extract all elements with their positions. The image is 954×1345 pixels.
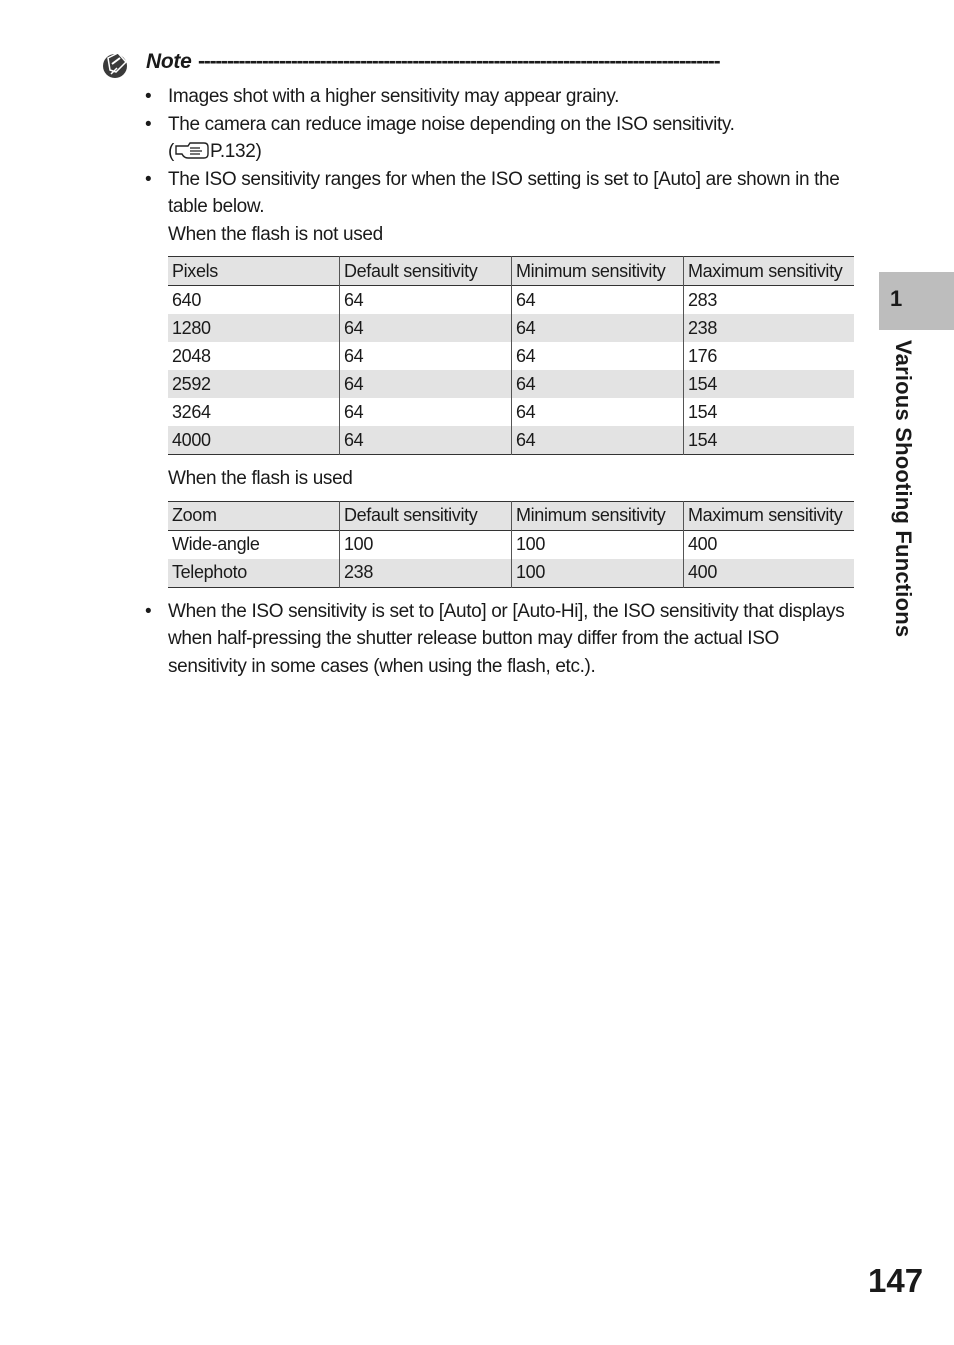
reference-page: P.132) bbox=[209, 141, 262, 162]
table-row bbox=[168, 370, 854, 398]
table-cell: 64 bbox=[512, 286, 684, 315]
table-cell: 2592 bbox=[172, 373, 211, 394]
table-row bbox=[168, 342, 854, 370]
table-cell: 64 bbox=[340, 398, 512, 426]
bullet-text: The ISO sensitivity ranges for when the ISO setting is set to [Auto] are shown in the table below. bbox=[168, 168, 840, 217]
bullet-text: Images shot with a higher sensitivity may appear grainy. bbox=[168, 86, 620, 107]
list-item bbox=[145, 111, 855, 166]
table-cell: 154 bbox=[684, 398, 855, 426]
bullet-mark: • bbox=[145, 168, 152, 190]
list-item bbox=[145, 598, 855, 681]
table-cell: 154 bbox=[684, 370, 855, 398]
table-cell: 2048 bbox=[172, 345, 211, 366]
column-header: Maximum sensitivity bbox=[684, 501, 855, 530]
table-cell: 400 bbox=[684, 559, 855, 588]
table-cell: 640 bbox=[172, 289, 201, 310]
table-caption-no-flash: When the flash is not used bbox=[168, 223, 383, 245]
list-item bbox=[145, 83, 855, 111]
table-cell: 238 bbox=[340, 559, 512, 588]
table-cell: 4000 bbox=[172, 429, 211, 450]
page-number: 147 bbox=[868, 1262, 924, 1299]
table-cell: 238 bbox=[684, 314, 855, 342]
note-divider: ------------------------------------------------------------------------------------------ bbox=[198, 50, 720, 73]
table-caption-flash: When the flash is used bbox=[168, 468, 353, 489]
table-row bbox=[168, 530, 854, 559]
table-cell: 64 bbox=[512, 342, 684, 370]
table-cell: 64 bbox=[512, 314, 684, 342]
bullet-mark: • bbox=[145, 86, 152, 107]
column-header: Minimum sensitivity bbox=[512, 257, 684, 286]
table-cell: 283 bbox=[684, 286, 855, 315]
table-row bbox=[168, 398, 854, 426]
list-item bbox=[145, 166, 855, 221]
table-row bbox=[168, 286, 854, 315]
iso-table-no-flash bbox=[168, 256, 854, 455]
table-header-row bbox=[168, 501, 854, 530]
table-cell: 154 bbox=[684, 426, 855, 455]
table-cell: 64 bbox=[340, 286, 512, 315]
note-pen-icon bbox=[102, 50, 130, 80]
table-cell: 1280 bbox=[172, 317, 211, 338]
bullet-mark: • bbox=[145, 113, 152, 135]
column-header: Default sensitivity bbox=[340, 501, 512, 530]
column-header: Maximum sensitivity bbox=[684, 257, 855, 286]
bullet-text: When the ISO sensitivity is set to [Auto] or [Auto-Hi], the ISO sensitivity that displays when half-pressing the shutter release button may differ from the actual ISO sensitivity in some cases (when using the flash, etc.). bbox=[168, 600, 845, 677]
table-cell: 64 bbox=[340, 370, 512, 398]
reference-open-paren: ( bbox=[168, 141, 174, 162]
table-cell: 3264 bbox=[172, 401, 211, 422]
table-cell: 64 bbox=[512, 370, 684, 398]
column-header: Pixels bbox=[172, 260, 218, 281]
table-cell: Telephoto bbox=[172, 562, 247, 582]
bullet-text: The camera can reduce image noise depending on the ISO sensitivity. bbox=[168, 113, 735, 135]
table-cell: 64 bbox=[340, 342, 512, 370]
bullet-mark: • bbox=[145, 600, 152, 622]
chapter-number: 1 bbox=[890, 286, 903, 311]
table-row bbox=[168, 426, 854, 455]
table-header-row bbox=[168, 257, 854, 286]
table-cell: 176 bbox=[684, 342, 855, 370]
table-row bbox=[168, 559, 854, 588]
column-header: Minimum sensitivity bbox=[512, 501, 684, 530]
table-cell: 64 bbox=[340, 426, 512, 455]
note-header bbox=[102, 48, 854, 82]
column-header: Zoom bbox=[172, 505, 217, 525]
table-cell: 64 bbox=[512, 426, 684, 455]
iso-table-flash bbox=[168, 501, 854, 588]
note-content bbox=[145, 83, 855, 680]
pointing-hand-icon bbox=[174, 140, 210, 160]
table-cell: 64 bbox=[340, 314, 512, 342]
table-cell: 100 bbox=[512, 530, 684, 559]
table-cell: Wide-angle bbox=[172, 534, 260, 554]
table-row bbox=[168, 314, 854, 342]
chapter-title: Various Shooting Functions bbox=[891, 340, 916, 638]
table-cell: 100 bbox=[512, 559, 684, 588]
note-title: Note bbox=[146, 50, 192, 73]
table-cell: 64 bbox=[512, 398, 684, 426]
column-header: Default sensitivity bbox=[340, 257, 512, 286]
table-cell: 100 bbox=[340, 530, 512, 559]
table-cell: 400 bbox=[684, 530, 855, 559]
